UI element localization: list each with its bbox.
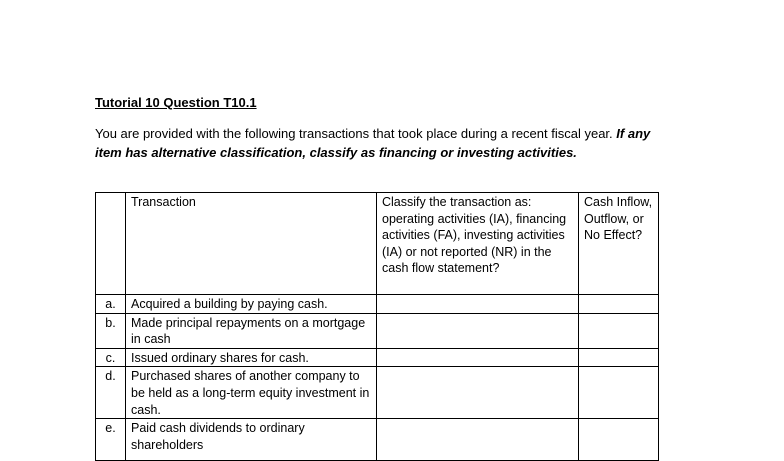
intro-emphasis: If any item has alternative classification, classify as financing or investing activities. [95,126,651,160]
header-letter-cell [96,193,126,295]
table-header-row [96,193,659,295]
header-transaction: Transaction [126,193,377,295]
intro-text: You are provided with the following transactions that took place during a recent fiscal year. [95,126,617,141]
row-letter: e. [96,419,126,461]
row-cash-effect-cell[interactable] [579,295,659,314]
row-cash-effect-cell[interactable] [579,313,659,348]
row-letter: b. [96,313,126,348]
row-transaction: Made principal repayments on a mortgage in cash [126,313,377,348]
row-classification-cell[interactable] [377,367,579,419]
table-row [96,295,659,314]
question-title: Tutorial 10 Question T10.1 [95,95,257,110]
header-cash-effect: Cash Inflow, Outflow, or No Effect? [579,193,659,295]
row-transaction: Paid cash dividends to ordinary shareholders [126,419,377,461]
table-row [96,313,659,348]
row-cash-effect-cell[interactable] [579,419,659,461]
row-letter: c. [96,348,126,367]
intro-paragraph [95,125,655,162]
transactions-table [95,192,659,461]
row-transaction: Issued ordinary shares for cash. [126,348,377,367]
row-classification-cell[interactable] [377,419,579,461]
row-cash-effect-cell[interactable] [579,367,659,419]
row-classification-cell[interactable] [377,313,579,348]
row-classification-cell[interactable] [377,348,579,367]
row-classification-cell[interactable] [377,295,579,314]
table-row [96,367,659,419]
row-cash-effect-cell[interactable] [579,348,659,367]
table-row [96,419,659,461]
row-transaction: Purchased shares of another company to be held as a long-term equity investment in cash. [126,367,377,419]
header-classification: Classify the transaction as: operating activities (IA), financing activities (FA), investing activities (IA) or not reported (NR) in the cash flow statement? [377,193,579,295]
table-row [96,348,659,367]
row-letter: d. [96,367,126,419]
row-transaction: Acquired a building by paying cash. [126,295,377,314]
row-letter: a. [96,295,126,314]
